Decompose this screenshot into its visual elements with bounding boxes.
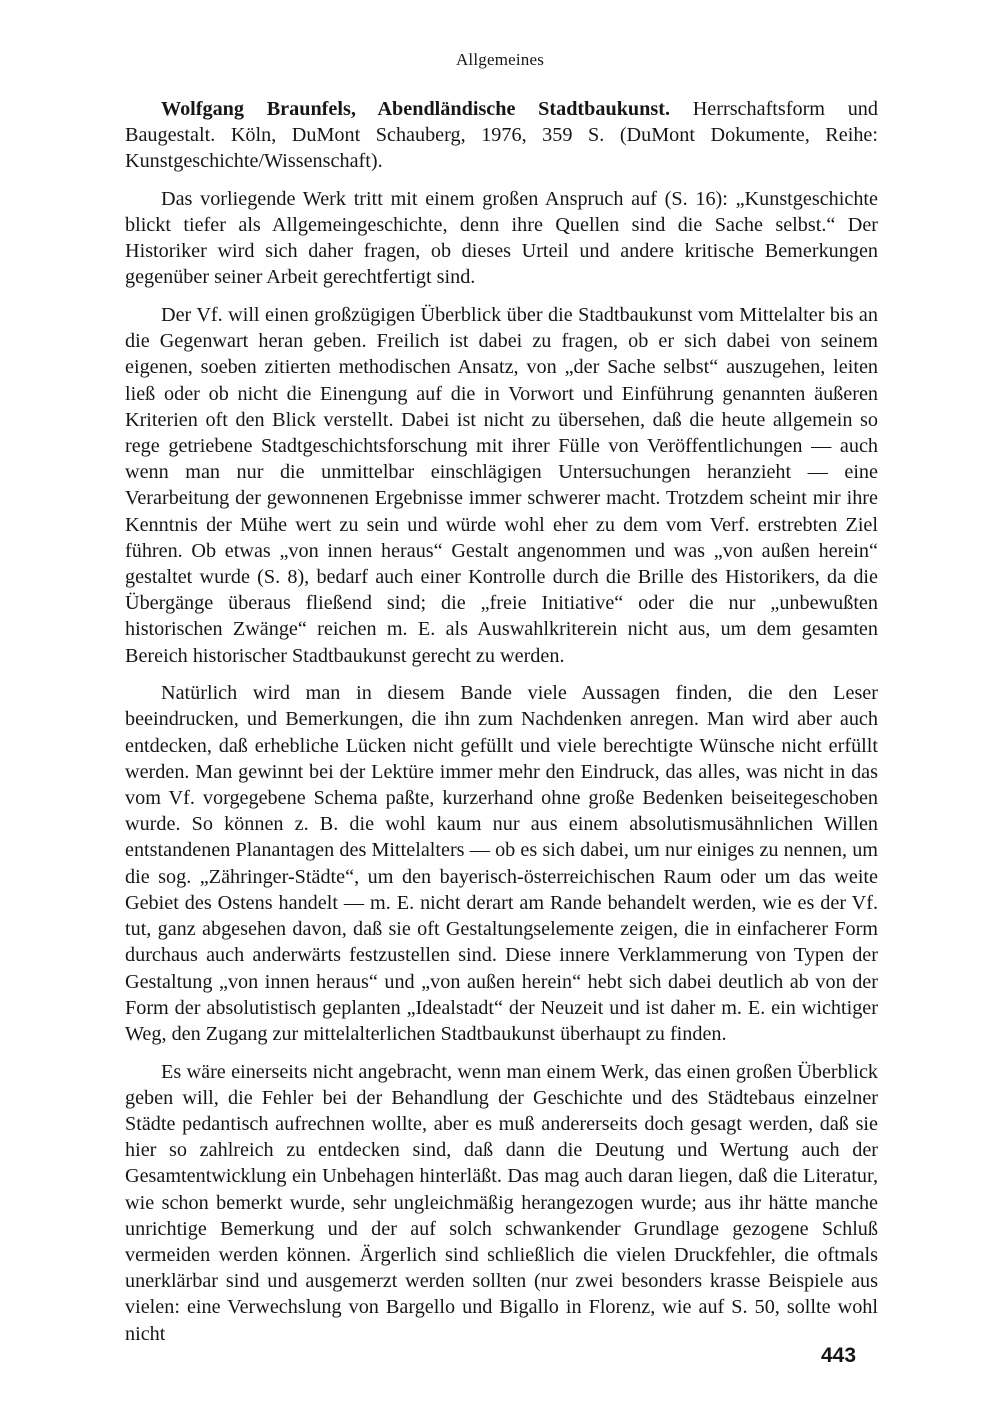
paragraph-2: Der Vf. will einen großzügigen Überblick über die Stadtbaukunst vom Mittelalter bis an die Gegenwart heran geben. Freilich ist dabei zu fragen, ob er sich dabei von seinem eigenen, soeben zitierten methodischen Ansatz, von „der Sache selbst“ auszugehen, leiten ließ oder ob nicht die Einengung auf die in Vorwort und Einführung genannten äußeren Kriterien oft den Blick verstellt. Dabei ist nicht zu übersehen, daß die heute allgemein so rege getriebene Stadtgeschichtsforschung mit ihrer Fülle von Veröffentlichungen — auch wenn man nur die unmittelbar einschlägigen Untersuchungen heranzieht — eine Verarbeitung der gewonnenen Ergebnisse immer schwerer macht. Trotzdem scheint mir ihre Kenntnis der Mühe wert zu sein und würde wohl eher zu dem vom Verf. erstrebten Ziel führen. Ob etwas „von innen heraus“ Gestalt angenommen und was „von außen herein“ gestaltet wurde (S. 8), bedarf auch einer Kontrolle durch die Brille des Historikers, da die Übergänge überaus fließend sind; die „freie Initiative“ oder die nur „unbewußten historischen Zwänge“ reichen m. E. als Auswahlkriterein nicht aus, um dem gesamten Bereich historischer Stadtbaukunst gerecht zu werden. <box>125 303 878 667</box>
paragraph-1: Das vorliegende Werk tritt mit einem großen Anspruch auf (S. 16): „Kunstgeschichte blickt tiefer als Allgemeingeschichte, denn ihre Quellen sind die Sache selbst.“ Der Historiker wird sich daher fragen, ob dieses Urteil und andere kritische Bemerkungen gegenüber seiner Arbeit gerechtfertigt sind. <box>125 187 878 289</box>
review-body <box>125 96 878 1358</box>
citation-paragraph <box>125 96 878 175</box>
paragraph-3: Natürlich wird man in diesem Bande viele Aussagen finden, die den Leser beeindrucken, und Bemerkungen, die ihn zum Nachdenken anregen. Man wird aber auch entdecken, daß erhebliche Lücken nicht gefüllt und viele berechtigte Wünsche nicht erfüllt werden. Man gewinnt bei der Lektüre immer mehr den Eindruck, das alles, was nicht in das vom Vf. vorgegebene Schema paßte, kurzerhand ohne große Bedenken beiseitegeschoben wurde. So können z. B. die wohl kaum nur aus einem absolutismusähnlichen Willen entstandenen Planantagen des Mittelalters — ob es sich dabei, um nur einiges zu nennen, um die sog. „Zähringer-Städte“, um den bayerisch-österreichischen Raum oder um das weite Gebiet des Ostens handelt — m. E. nicht derart am Rande behandelt werden, wie es der Vf. tut, ganz abgesehen davon, daß sie oft Gestaltungselemente zeigen, die in einfacherer Form durchaus auch anderwärts festzustellen sind. Diese innere Verklammerung von Typen der Gestaltung „von innen heraus“ und „von außen herein“ hebt sich dabei deutlich ab von der Form der absolutistisch geplanten „Idealstadt“ der Neuzeit und ist daher m. E. ein wichtiger Weg, den Zugang zur mittelalterlichen Stadtbaukunst überhaupt zu finden. <box>125 682 878 1045</box>
page-number: 443 <box>821 1344 857 1367</box>
paragraph-4: Es wäre einerseits nicht angebracht, wenn man einem Werk, das einen großen Überblick geben will, die Fehler bei der Behandlung der Geschichte und des Städtebaus einzelner Städte pedantisch aufrechnen wollte, aber es muß andererseits doch gesagt werden, daß sie hier so zahlreich zu entdecken sind, daß dann die Deutung und Wertung auch der Gesamtentwicklung ein Unbehagen hinterläßt. Das mag auch daran liegen, daß die Literatur, wie schon bemerkt wurde, sehr ungleichmäßig herangezogen wurde; aus ihr hätte manche unrichtige Bemerkung und der auf solch schwankender Grundlage gezogene Schluß vermeiden werden können. Ärgerlich sind schließlich die vielen Druckfehler, die oftmals unerklärbar sind und ausgemerzt werden sollten (nur zwei besonders krasse Beispiele aus vielen: eine Verwechslung von Bargello und Bigallo in Florenz, wie auf S. 50, sollte wohl nicht <box>125 1060 878 1345</box>
running-head: Allgemeines <box>455 50 545 69</box>
citation-author-title: Wolfgang Braunfels, Abendländische Stadtbaukunst. <box>161 98 671 120</box>
citation-details: Herrschaftsform und Baugestalt. Köln, DuMont Schauberg, 1976, 359 S. (DuMont Dokumente, Reihe: Kunstgeschichte/Wissenschaft). <box>125 98 878 173</box>
